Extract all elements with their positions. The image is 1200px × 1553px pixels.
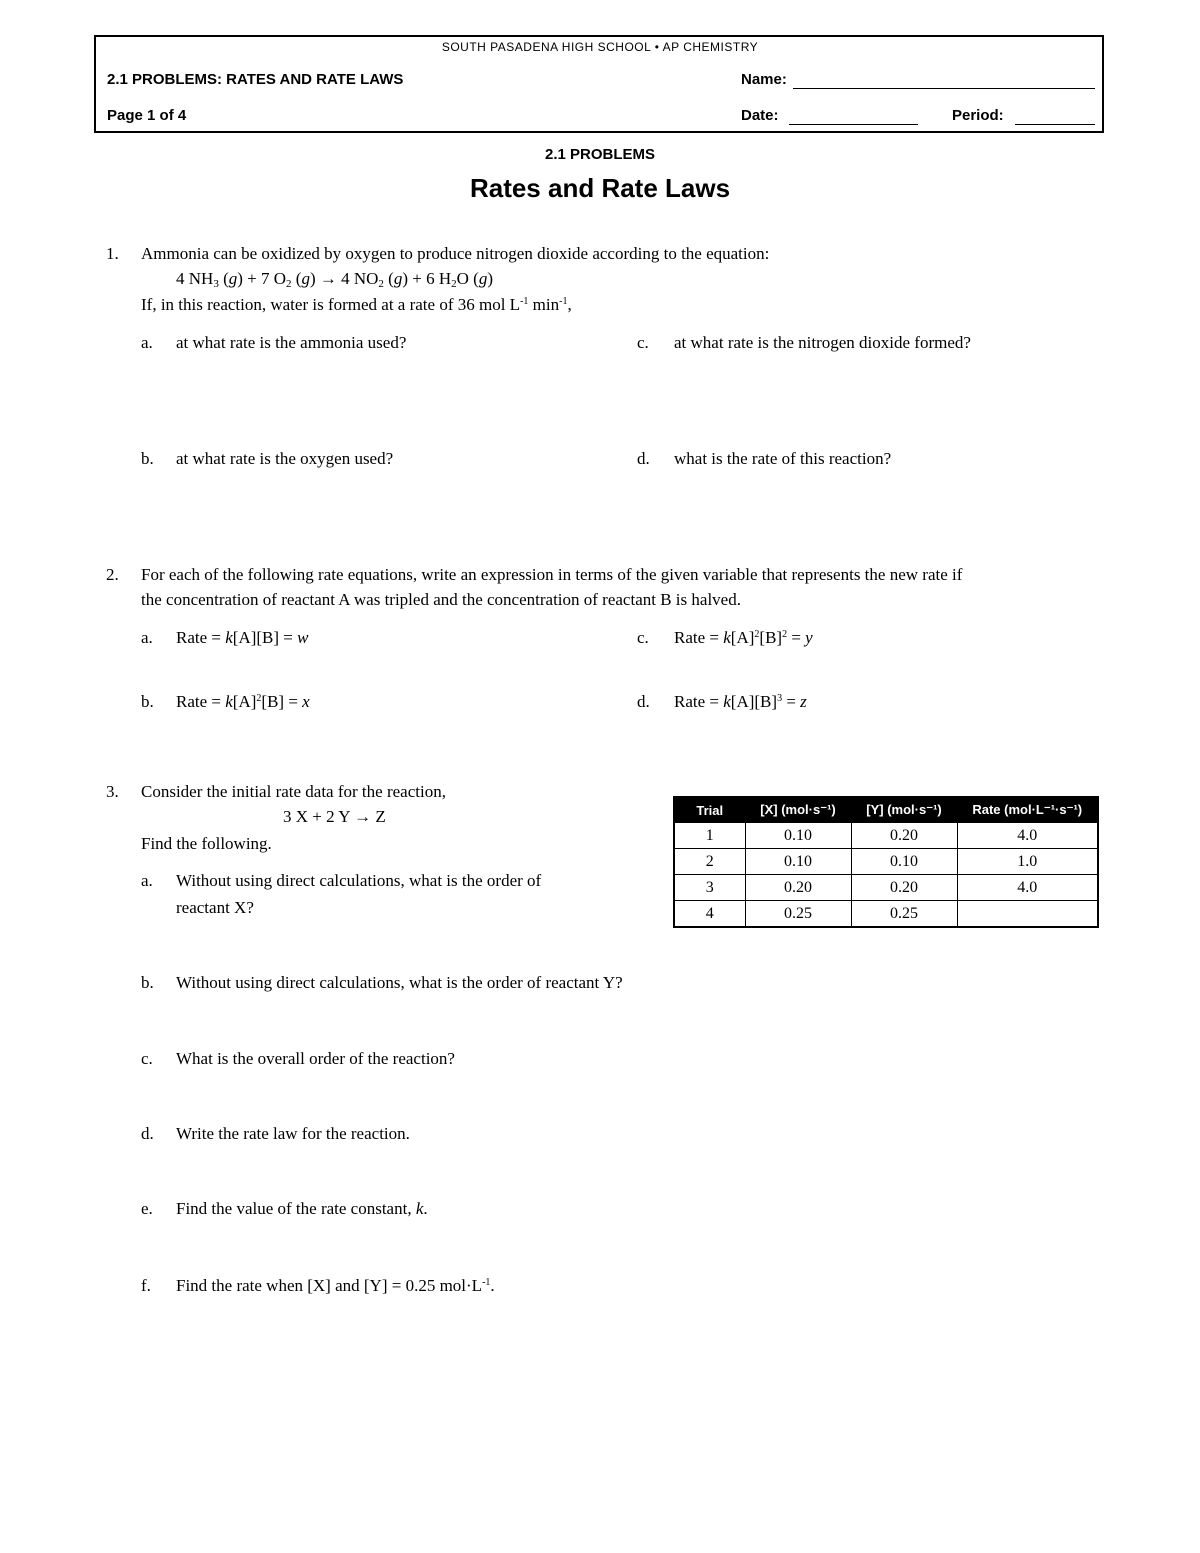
period-label: Period:: [952, 107, 1004, 124]
date-field[interactable]: [789, 108, 918, 125]
q2c-equation: Rate = $k[A]^2[B]^2 = y$: [674, 628, 813, 647]
q1a-letter: a.: [141, 333, 153, 352]
table-cell: 4.0: [957, 875, 1098, 901]
q3c-text: What is the overall order of the reaction?: [176, 1049, 455, 1068]
table-cell-rate-blank[interactable]: [957, 901, 1098, 928]
table-cell: 0.20: [851, 823, 957, 849]
page-indicator: Page 1 of 4: [107, 107, 187, 124]
period-field[interactable]: [1015, 108, 1095, 125]
column-header-y: [Y] (mol·s⁻¹): [851, 797, 957, 823]
q3-equation: 3 X + 2 Y → Z: [283, 807, 386, 826]
table-row: [674, 875, 1098, 901]
table-cell: 1.0: [957, 849, 1098, 875]
q2d-letter: d.: [637, 692, 650, 711]
rate-data-table: [673, 796, 1099, 928]
q1a-text: at what rate is the ammonia used?: [176, 333, 407, 352]
q1c-letter: c.: [637, 333, 649, 352]
q1-prompt: Ammonia can be oxidized by oxygen to produce nitrogen dioxide according to the equation:: [141, 244, 770, 263]
q2d-equation: Rate = $k[A][B]^3 = z$: [674, 692, 807, 711]
column-header-rate: Rate (mol·L⁻¹·s⁻¹): [957, 797, 1098, 823]
table-cell: 0.10: [851, 849, 957, 875]
q3f-letter: f.: [141, 1276, 151, 1295]
q3d-text: Write the rate law for the reaction.: [176, 1124, 410, 1143]
q2a-equation: Rate = k[A][B] = w: [176, 628, 309, 647]
q3d-letter: d.: [141, 1124, 154, 1143]
worksheet-title: 2.1 PROBLEMS: RATES AND RATE LAWS: [107, 71, 404, 88]
table-cell: 0.10: [745, 823, 851, 849]
table-row: [674, 901, 1098, 928]
q2a-letter: a.: [141, 628, 153, 647]
q3-number: 3.: [106, 782, 119, 801]
q3e-letter: e.: [141, 1199, 153, 1218]
q1-condition: If, in this reaction, water is formed at a rate of 36 mol $L^{-1}$ $\min^{-1}$,: [141, 295, 572, 314]
table-cell: 0.10: [745, 849, 851, 875]
q3c-letter: c.: [141, 1049, 153, 1068]
page-title: Rates and Rate Laws: [469, 173, 731, 203]
q2-number: 2.: [106, 565, 119, 584]
table-cell: 0.20: [745, 875, 851, 901]
q1d-letter: d.: [637, 449, 650, 468]
table-cell: 4: [674, 901, 745, 928]
table-cell: 0.25: [851, 901, 957, 928]
q2-prompt-line2: the concentration of reactant A was tripled and the concentration of reactant B is halved.: [141, 590, 741, 609]
q3a-letter: a.: [141, 871, 153, 890]
table-cell: 1: [674, 823, 745, 849]
table-cell: 4.0: [957, 823, 1098, 849]
q3f-text: Find the rate when [X] and [Y] = 0.25 $mol\cdot L^{-1}$.: [176, 1276, 495, 1295]
name-label: Name:: [741, 71, 787, 88]
q1b-text: at what rate is the oxygen used?: [176, 449, 394, 468]
q2-prompt-line1: For each of the following rate equations, write an expression in terms of the given variable that represents the new rate if: [141, 565, 963, 584]
q3e-text: Find the value of the rate constant, k.: [176, 1199, 428, 1218]
q2b-letter: b.: [141, 692, 154, 711]
q2b-equation: Rate = $k[A]^2[B] = x$: [176, 692, 310, 711]
q1c-text: at what rate is the nitrogen dioxide formed?: [674, 333, 971, 352]
table-header-row: [674, 797, 1098, 823]
table-row: [674, 823, 1098, 849]
q3b-text: Without using direct calculations, what is the order of reactant Y?: [176, 973, 623, 992]
date-label: Date:: [741, 107, 779, 124]
table-cell: 0.20: [851, 875, 957, 901]
column-header-trial: Trial: [674, 797, 745, 823]
q3b-letter: b.: [141, 973, 154, 992]
table-row: [674, 849, 1098, 875]
q1b-letter: b.: [141, 449, 154, 468]
q1-equation: 4 $NH_3$ (g) + 7 $O_2$ (g) → 4 $NO_2$ (g) + 6 $H_2O$ (g): [176, 269, 493, 290]
q3-prompt: Consider the initial rate data for the reaction,: [141, 782, 446, 801]
section-heading: 2.1 PROBLEMS: [544, 146, 656, 163]
q2c-letter: c.: [637, 628, 649, 647]
name-field[interactable]: [793, 72, 1095, 89]
school-name: SOUTH PASADENA HIGH SCHOOL • AP CHEMISTRY: [441, 40, 759, 54]
q3a-text-line1: Without using direct calculations, what is the order of: [176, 871, 542, 890]
table-cell: 0.25: [745, 901, 851, 928]
column-header-x: [X] (mol·s⁻¹): [745, 797, 851, 823]
table-cell: 2: [674, 849, 745, 875]
q3a-text-line2: reactant X?: [176, 898, 254, 917]
table-cell: 3: [674, 875, 745, 901]
q3-instruction: Find the following.: [141, 834, 272, 853]
q1d-text: what is the rate of this reaction?: [674, 449, 892, 468]
q1-number: 1.: [106, 244, 119, 263]
